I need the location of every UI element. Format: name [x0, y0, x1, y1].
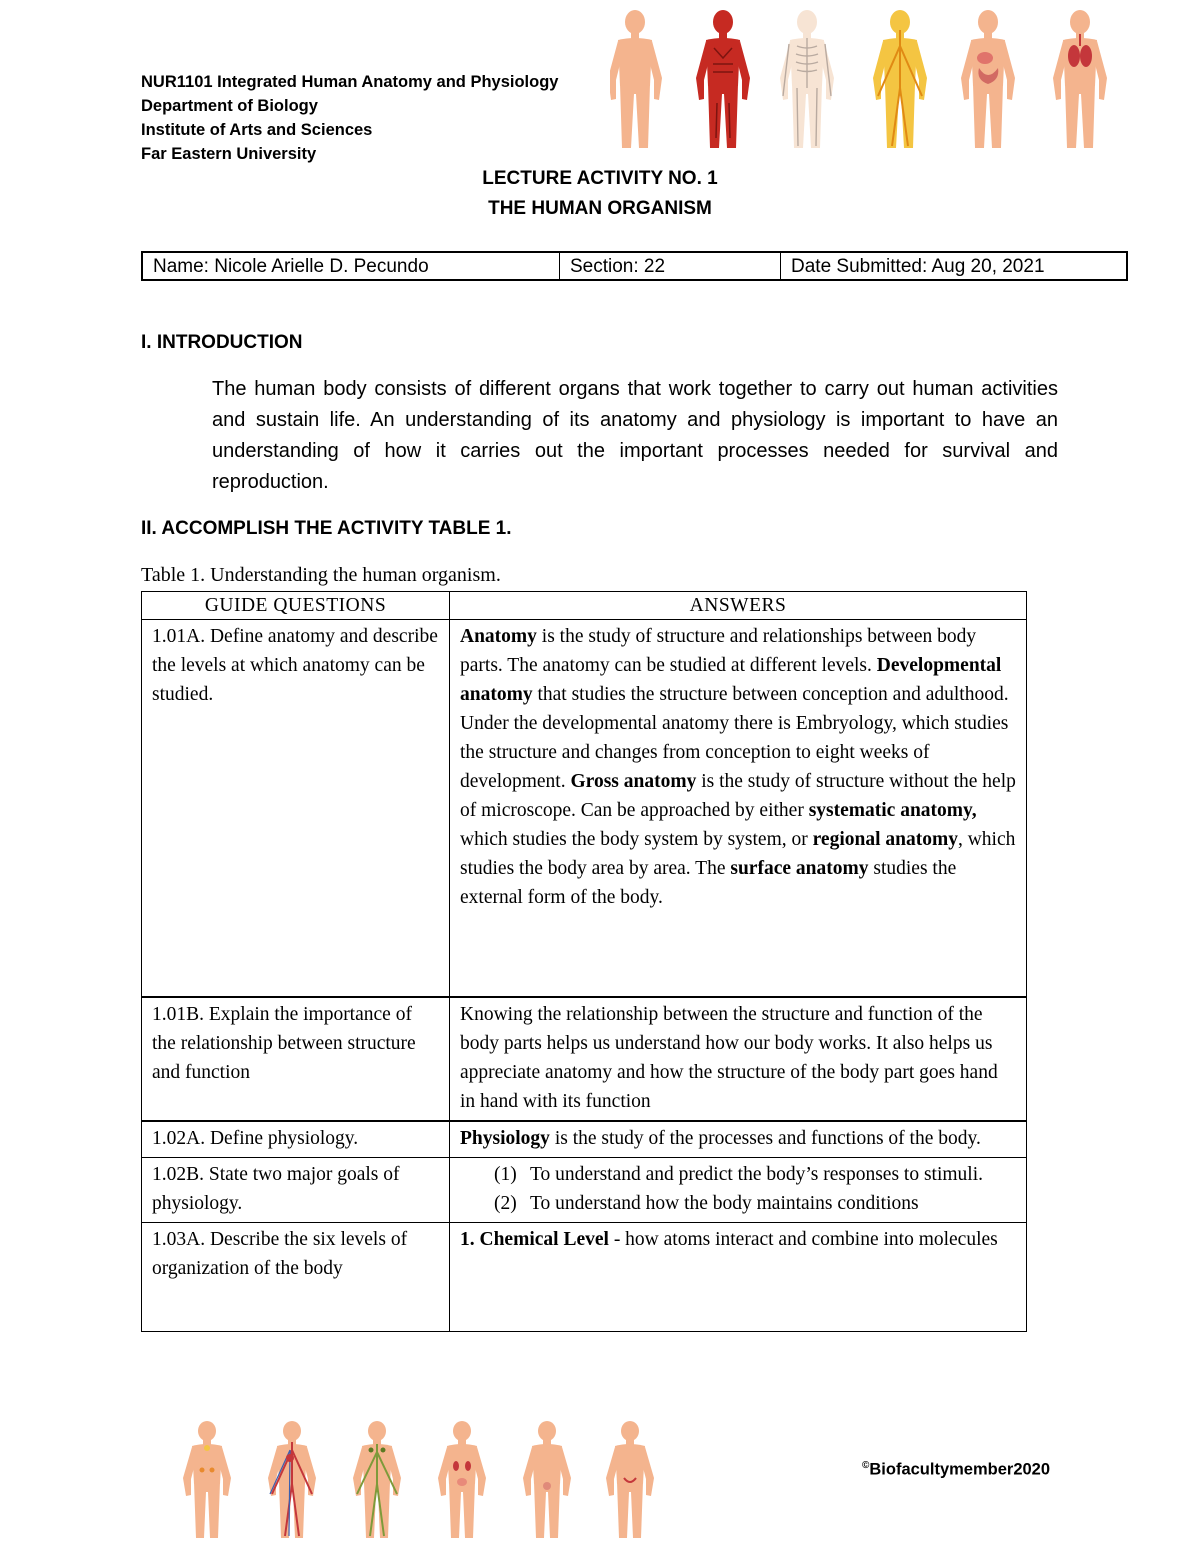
answer-text: studies the external form of the body. — [460, 858, 957, 908]
answer-term: regional anatomy — [812, 829, 958, 850]
figure-digestive — [961, 10, 1015, 148]
question-cell: 1.02B. State two major goals of physiology. — [142, 1158, 450, 1223]
goal-item — [460, 1160, 1016, 1189]
student-section: Section: 22 — [560, 253, 781, 279]
body-systems-illustration-bottom — [165, 1420, 675, 1545]
introduction-heading: I. INTRODUCTION — [141, 332, 303, 353]
table-row — [142, 1158, 1027, 1223]
answer-term: Physiology — [460, 1128, 550, 1149]
activity-table — [141, 591, 1027, 1332]
figure-skeletal — [780, 10, 834, 148]
table-row — [142, 997, 1027, 1121]
university: Far Eastern University — [141, 145, 317, 163]
table-row — [142, 1223, 1027, 1332]
figure-urinary — [438, 1421, 486, 1538]
goal-text: To understand and predict the body’s responses to stimuli. — [530, 1164, 984, 1185]
activity-title: LECTURE ACTIVITY NO. 1 — [482, 168, 718, 189]
answer-cell — [450, 620, 1027, 998]
guide-questions-header: GUIDE QUESTIONS — [142, 592, 450, 620]
answer-term: systematic anatomy, — [808, 800, 977, 821]
student-name: Name: Nicole Arielle D. Pecundo — [143, 253, 560, 279]
figure-nervous — [873, 10, 927, 148]
question-cell: 1.02A. Define physiology. — [142, 1121, 450, 1158]
department: Department of Biology — [141, 97, 318, 115]
table-row — [142, 620, 1027, 998]
figure-respiratory — [1053, 10, 1107, 148]
figure-circulatory — [268, 1421, 316, 1538]
answer-term: Anatomy — [460, 626, 537, 647]
institute: Institute of Arts and Sciences — [141, 121, 373, 139]
figure-muscular — [696, 10, 750, 148]
figure-reproductive-female — [606, 1421, 654, 1538]
answer-text: , which studies the body area by area. The — [460, 829, 1016, 879]
answers-header: ANSWERS — [450, 592, 1027, 620]
goal-number: (2) — [494, 1193, 517, 1214]
activity-heading: II. ACCOMPLISH THE ACTIVITY TABLE 1. — [141, 518, 512, 539]
answer-text: is the study of structure without the help of microscope. Can be approached by either — [460, 771, 1016, 821]
answer-text: is the study of structure and relationships between body parts. The anatomy can be studied at different levels. — [460, 626, 977, 676]
answer-term: 1. Chemical Level — [460, 1229, 609, 1250]
answer-term: Gross anatomy — [570, 771, 697, 792]
course-header — [141, 70, 558, 166]
question-cell: 1.01A. Define anatomy and describe the levels at which anatomy can be studied. — [142, 620, 450, 998]
question-cell: 1.01B. Explain the importance of the relationship between structure and function — [142, 997, 450, 1121]
figure-lymphatic — [353, 1421, 401, 1538]
answer-text: is the study of the processes and functions of the body. — [549, 1128, 981, 1149]
answer-text: Knowing the relationship between the structure and function of the body parts helps us understand how our body works. It also helps us appreciate anatomy and how the structure of the body part goes hand in hand with its function — [460, 1004, 998, 1112]
figure-skin — [610, 10, 662, 148]
question-cell: 1.03A. Describe the six levels of organization of the body — [142, 1223, 450, 1332]
copyright-text: Biofacultymember2020 — [869, 1460, 1051, 1479]
course-title: NUR1101 Integrated Human Anatomy and Physiology — [141, 73, 559, 91]
student-info-row — [141, 251, 1128, 281]
copyright-symbol: © — [862, 1460, 870, 1471]
body-systems-illustration-top — [610, 8, 1130, 158]
answer-text: - how atoms interact and combine into molecules — [608, 1229, 998, 1250]
table-header-row — [142, 592, 1027, 620]
answer-cell — [450, 1158, 1027, 1223]
table-caption: Table 1. Understanding the human organism. — [141, 564, 501, 586]
activity-subtitle: THE HUMAN ORGANISM — [488, 198, 712, 219]
answer-cell — [450, 997, 1027, 1121]
answer-text: which studies the body system by system, or — [460, 829, 813, 850]
introduction-text: The human body consists of different organs that work together to carry out human activities and sustain life. An understanding of its anatomy and physiology is important to have an understanding of how it carries out the important processes needed for survival and reproduction. — [212, 378, 1058, 493]
answer-term: Developmental anatomy — [460, 655, 1002, 705]
answer-cell — [450, 1223, 1027, 1332]
copyright-notice — [862, 1460, 1050, 1480]
goal-text: To understand how the body maintains conditions — [530, 1193, 919, 1214]
figure-endocrine — [183, 1421, 231, 1538]
table-row — [142, 1121, 1027, 1158]
date-submitted: Date Submitted: Aug 20, 2021 — [791, 256, 1045, 277]
goal-item — [460, 1189, 1016, 1218]
goal-number: (1) — [494, 1164, 517, 1185]
answer-text: that studies the structure between conception and adulthood. Under the developmental anatomy there is Embryology, which studies the structure and changes from conception to eight weeks of development. — [460, 684, 1009, 792]
answer-cell — [450, 1121, 1027, 1158]
answer-term: surface anatomy — [730, 858, 869, 879]
figure-reproductive-male — [523, 1421, 571, 1538]
